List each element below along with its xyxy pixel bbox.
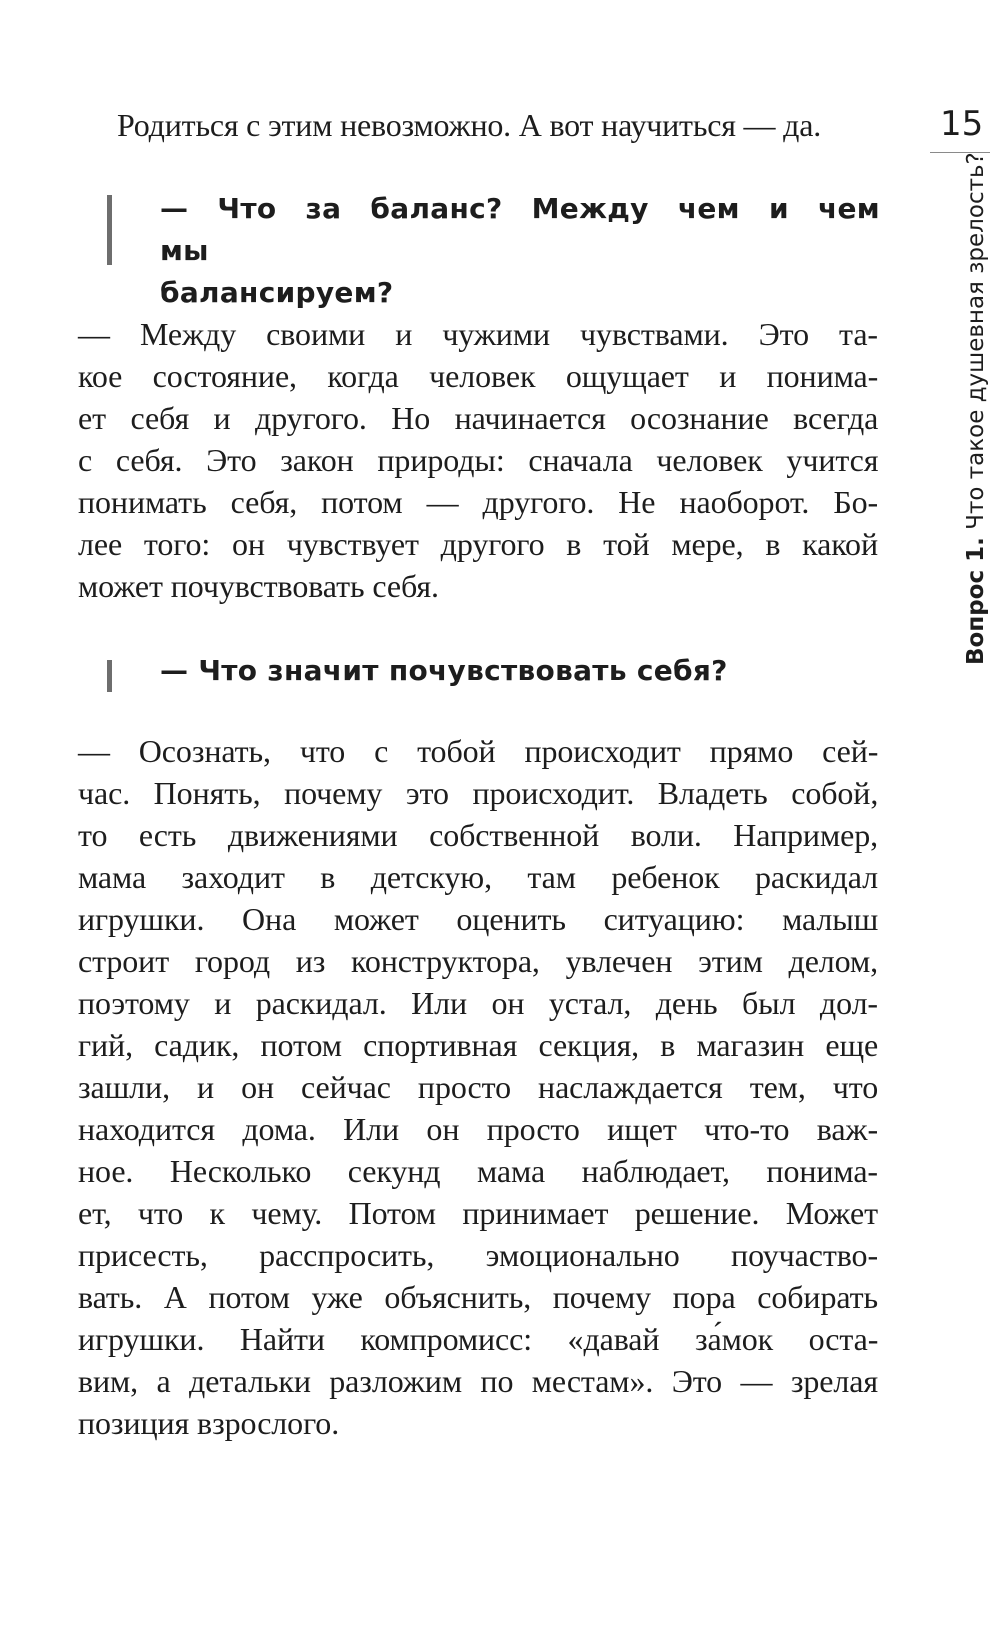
question-1-line: балансируем?	[160, 276, 394, 309]
answer-2-line: ное. Несколько секунд мама наблюдает, понима-	[78, 1153, 878, 1189]
question-1	[160, 188, 880, 314]
answer-2-line: час. Понять, почему это происходит. Владеть собой,	[78, 775, 879, 811]
answer-1-line: может почувствовать себя.	[78, 568, 439, 604]
answer-2-line: строит город из конструктора, увлечен этим делом,	[78, 943, 879, 979]
question-1-line: — Что за баланс? Между чем и чем мы	[160, 192, 880, 267]
answer-2-line: игрушки. Она может оценить ситуацию: малыш	[78, 901, 879, 937]
answer-2-line: присесть, расспросить, эмоционально поучаство-	[78, 1237, 878, 1273]
answer-2-line: то есть движениями собственной воли. Например,	[78, 817, 878, 853]
opening-line: Родиться с этим невозможно. А вот научиться — да.	[117, 107, 822, 143]
running-head-title: Что такое душевная зрелость?	[963, 152, 989, 538]
answer-2-line: игрушки. Найти компромисс: «давай за́мок оста-	[78, 1321, 879, 1357]
answer-2-paragraph	[78, 730, 878, 1444]
answer-1-line: понимать себя, потом — другого. Не наоборот. Бо-	[78, 484, 879, 520]
answer-1-line: кое состояние, когда человек ощущает и понима-	[78, 358, 879, 394]
answer-2-line: вать. А потом уже объяснить, почему пора собирать	[78, 1279, 878, 1315]
answer-1-line: лее того: он чувствует другого в той мере, в какой	[78, 526, 878, 562]
answer-2-line: — Осознать, что с тобой происходит прямо сей-	[78, 733, 879, 769]
answer-1-line: — Между своими и чужими чувствами. Это та-	[78, 316, 878, 352]
running-head-chapter: Вопрос 1.	[963, 537, 989, 665]
answer-2-line: ет, что к чему. Потом принимает решение. Может	[78, 1195, 878, 1231]
answer-1-line: ет себя и другого. Но начинается осознание всегда	[78, 400, 879, 436]
answer-2-line: позиция взрослого.	[78, 1405, 340, 1441]
answer-2-line: вим, а детальки разложим по местам». Это — зрелая	[78, 1363, 878, 1399]
answer-1-paragraph	[78, 313, 878, 607]
answer-1-line: с себя. Это закон природы: сначала человек учится	[78, 442, 879, 478]
running-head	[962, 152, 990, 665]
answer-2-line: находится дома. Или он просто ищет что-то важ-	[78, 1111, 878, 1147]
answer-2-line: мама заходит в детскую, там ребенок раскидал	[78, 859, 878, 895]
page-number: 15	[940, 104, 984, 144]
answer-2-line: гий, садик, потом спортивная секция, в магазин еще	[78, 1027, 879, 1063]
question-marker-bar	[107, 195, 112, 265]
question-marker-bar	[107, 660, 112, 692]
question-2: — Что значит почувствовать себя?	[160, 654, 728, 687]
answer-2-line: поэтому и раскидал. Или он устал, день был дол-	[78, 985, 878, 1021]
answer-2-line: зашли, и он сейчас просто наслаждается тем, что	[78, 1069, 879, 1105]
